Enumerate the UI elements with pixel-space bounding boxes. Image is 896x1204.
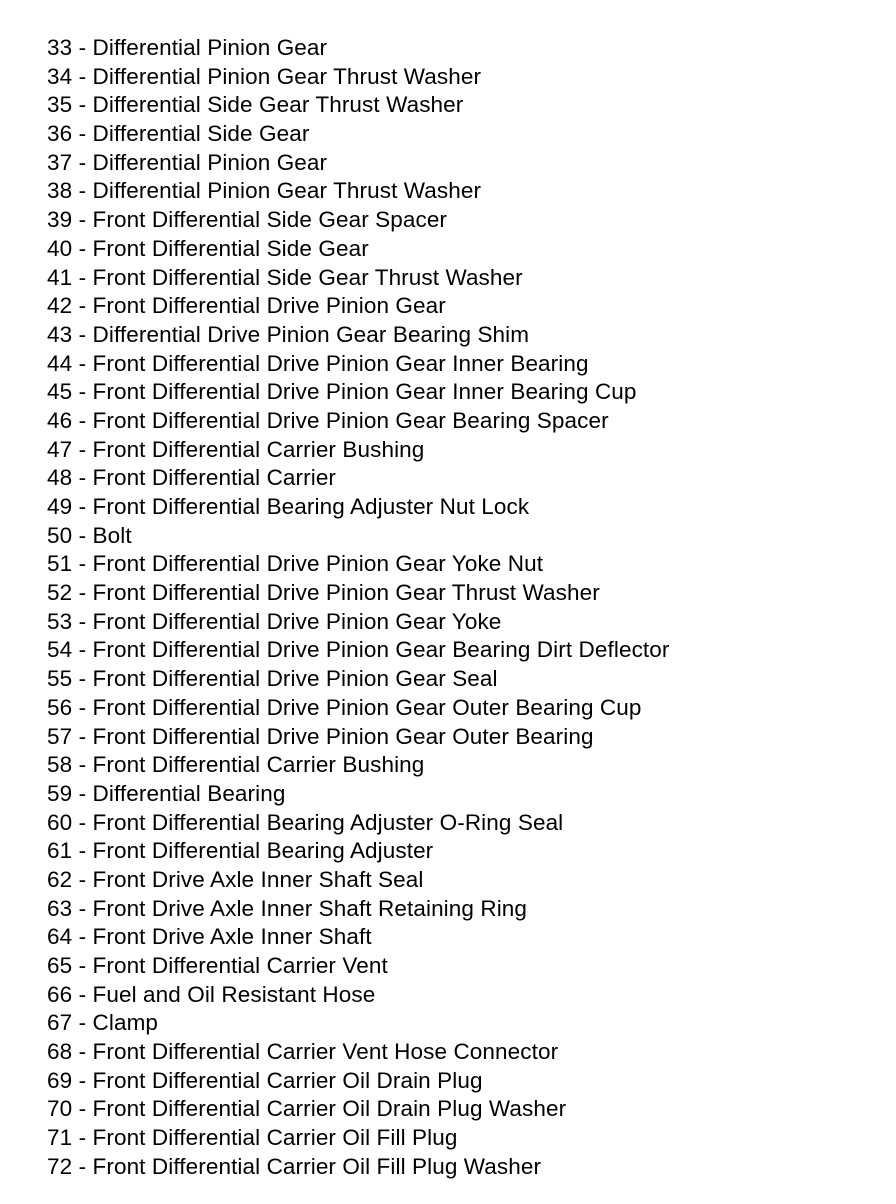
part-item: 39 - Front Differential Side Gear Spacer xyxy=(47,207,448,233)
parts-legend-list xyxy=(47,34,669,1182)
part-item: 41 - Front Differential Side Gear Thrust Washer xyxy=(47,264,523,290)
part-item: 44 - Front Differential Drive Pinion Gear Inner Bearing xyxy=(47,350,589,376)
part-item: 38 - Differential Pinion Gear Thrust Washer xyxy=(47,178,482,204)
part-item: 63 - Front Drive Axle Inner Shaft Retaining Ring xyxy=(47,895,528,921)
part-item: 43 - Differential Drive Pinion Gear Bearing Shim xyxy=(47,321,530,347)
part-item: 45 - Front Differential Drive Pinion Gear Inner Bearing Cup xyxy=(47,379,637,405)
part-item: 34 - Differential Pinion Gear Thrust Washer xyxy=(47,63,482,89)
part-item: 57 - Front Differential Drive Pinion Gear Outer Bearing xyxy=(47,723,594,749)
part-item: 66 - Fuel and Oil Resistant Hose xyxy=(47,981,376,1007)
part-item: 59 - Differential Bearing xyxy=(47,780,286,806)
part-item: 62 - Front Drive Axle Inner Shaft Seal xyxy=(47,866,424,892)
part-item: 51 - Front Differential Drive Pinion Gear Yoke Nut xyxy=(47,551,544,577)
part-item: 50 - Bolt xyxy=(47,522,132,548)
part-item: 47 - Front Differential Carrier Bushing xyxy=(47,436,425,462)
part-item: 68 - Front Differential Carrier Vent Hose Connector xyxy=(47,1039,559,1065)
part-item: 60 - Front Differential Bearing Adjuster O-Ring Seal xyxy=(47,809,564,835)
part-item: 64 - Front Drive Axle Inner Shaft xyxy=(47,924,372,950)
part-item: 67 - Clamp xyxy=(47,1010,159,1036)
part-item: 71 - Front Differential Carrier Oil Fill Plug xyxy=(47,1125,458,1151)
part-item: 54 - Front Differential Drive Pinion Gear Bearing Dirt Deflector xyxy=(47,637,670,663)
part-item: 72 - Front Differential Carrier Oil Fill Plug Washer xyxy=(47,1153,542,1179)
part-item: 61 - Front Differential Bearing Adjuster xyxy=(47,838,434,864)
part-item: 53 - Front Differential Drive Pinion Gear Yoke xyxy=(47,608,502,634)
part-item: 49 - Front Differential Bearing Adjuster Nut Lock xyxy=(47,494,530,519)
part-item: 42 - Front Differential Drive Pinion Gear xyxy=(47,293,446,319)
part-item: 46 - Front Differential Drive Pinion Gear Bearing Spacer xyxy=(47,407,609,433)
part-item: 36 - Differential Side Gear xyxy=(47,121,310,147)
part-item: 37 - Differential Pinion Gear xyxy=(47,149,328,175)
part-item: 69 - Front Differential Carrier Oil Drain Plug xyxy=(47,1067,483,1093)
part-item: 55 - Front Differential Drive Pinion Gear Seal xyxy=(47,666,498,692)
part-item: 58 - Front Differential Carrier Bushing xyxy=(47,752,425,778)
part-item: 65 - Front Differential Carrier Vent xyxy=(47,953,388,978)
part-item: 33 - Differential Pinion Gear xyxy=(47,35,328,60)
part-item: 56 - Front Differential Drive Pinion Gear Outer Bearing Cup xyxy=(47,694,642,720)
part-item: 70 - Front Differential Carrier Oil Drain Plug Washer xyxy=(47,1096,567,1122)
part-item: 35 - Differential Side Gear Thrust Washer xyxy=(47,92,464,118)
part-item: 40 - Front Differential Side Gear xyxy=(47,235,369,261)
part-item: 48 - Front Differential Carrier xyxy=(47,465,337,491)
part-item: 52 - Front Differential Drive Pinion Gear Thrust Washer xyxy=(47,580,600,606)
